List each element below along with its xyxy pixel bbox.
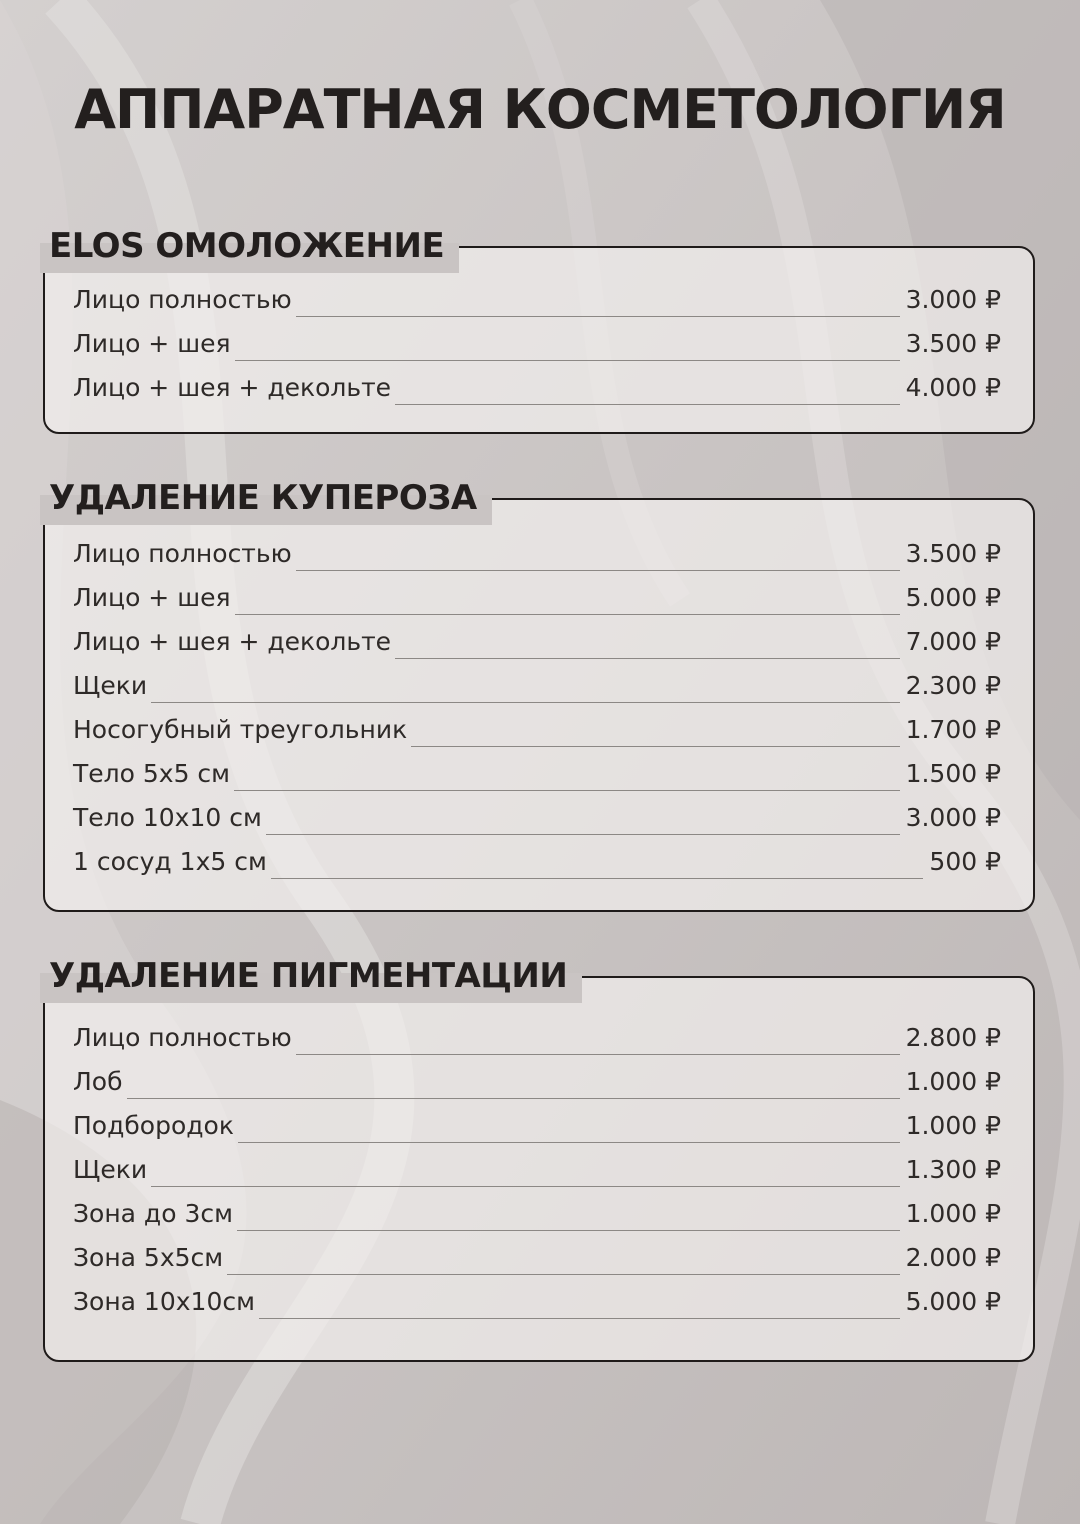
section-elos <box>43 226 1035 434</box>
service-name: Зона 10х10см <box>73 1287 255 1316</box>
service-name: Лицо + шея <box>73 329 231 358</box>
service-price: 2.800 ₽ <box>905 1023 1001 1052</box>
leader-line <box>127 1098 900 1099</box>
leader-line <box>235 360 900 361</box>
leader-line <box>234 790 900 791</box>
leader-line <box>237 1230 900 1231</box>
leader-line <box>151 1186 899 1187</box>
service-name: Зона 5х5см <box>73 1243 224 1272</box>
leader-line <box>238 1142 900 1143</box>
price-row <box>73 1190 1001 1234</box>
service-name: Лицо + шея <box>73 583 231 612</box>
price-row <box>73 750 1001 794</box>
price-row <box>73 276 1001 320</box>
leader-line <box>296 316 900 317</box>
service-name: Зона до 3см <box>73 1199 233 1228</box>
price-row <box>73 320 1001 364</box>
leader-line <box>227 1274 899 1275</box>
leader-line <box>151 702 899 703</box>
service-price: 3.500 ₽ <box>905 539 1001 568</box>
service-name: Лоб <box>73 1067 123 1096</box>
leader-line <box>411 746 899 747</box>
service-name: Лицо полностью <box>73 285 292 314</box>
service-name: Тело 10х10 см <box>73 803 262 832</box>
price-row <box>73 574 1001 618</box>
price-row <box>73 618 1001 662</box>
service-name: Носогубный треугольник <box>73 715 408 744</box>
leader-line <box>395 658 900 659</box>
page-title: АППАРАТНАЯ КОСМЕТОЛОГИЯ <box>74 78 1006 141</box>
service-name: Подбородок <box>73 1111 234 1140</box>
service-price: 3.000 ₽ <box>905 285 1001 314</box>
service-price: 7.000 ₽ <box>905 627 1001 656</box>
price-row <box>73 1102 1001 1146</box>
section-heading: УДАЛЕНИЕ КУПЕРОЗА <box>49 478 477 518</box>
price-row <box>73 530 1001 574</box>
service-name: Щеки <box>73 1155 148 1184</box>
service-price: 2.000 ₽ <box>905 1243 1001 1272</box>
price-row <box>73 706 1001 750</box>
leader-line <box>296 1054 900 1055</box>
price-row <box>73 838 1001 882</box>
service-price: 1.500 ₽ <box>905 759 1001 788</box>
service-price: 1.000 ₽ <box>905 1067 1001 1096</box>
service-name: Лицо + шея + декольте <box>73 373 392 402</box>
service-name: Лицо + шея + декольте <box>73 627 392 656</box>
leader-line <box>259 1318 900 1319</box>
service-price: 5.000 ₽ <box>905 583 1001 612</box>
service-price: 2.300 ₽ <box>905 671 1001 700</box>
service-price: 5.000 ₽ <box>905 1287 1001 1316</box>
service-name: Лицо полностью <box>73 539 292 568</box>
leader-line <box>395 404 900 405</box>
price-row <box>73 1058 1001 1102</box>
service-price: 3.500 ₽ <box>905 329 1001 358</box>
service-name: Лицо полностью <box>73 1023 292 1052</box>
price-row <box>73 662 1001 706</box>
service-price: 1.300 ₽ <box>905 1155 1001 1184</box>
section-couperose <box>43 478 1035 912</box>
leader-line <box>235 614 900 615</box>
price-row <box>73 1278 1001 1322</box>
price-row <box>73 794 1001 838</box>
service-name: Щеки <box>73 671 148 700</box>
service-price: 4.000 ₽ <box>905 373 1001 402</box>
service-name: 1 сосуд 1х5 см <box>73 847 267 876</box>
service-name: Тело 5х5 см <box>73 759 231 788</box>
service-price: 3.000 ₽ <box>905 803 1001 832</box>
leader-line <box>296 570 900 571</box>
service-price: 1.700 ₽ <box>905 715 1001 744</box>
price-row <box>73 364 1001 408</box>
section-heading: УДАЛЕНИЕ ПИГМЕНТАЦИИ <box>49 956 568 996</box>
section-pigmentation <box>43 956 1035 1362</box>
price-row <box>73 1146 1001 1190</box>
leader-line <box>271 878 924 879</box>
service-price: 1.000 ₽ <box>905 1199 1001 1228</box>
leader-line <box>266 834 900 835</box>
price-row <box>73 1234 1001 1278</box>
service-price: 1.000 ₽ <box>905 1111 1001 1140</box>
service-price: 500 ₽ <box>929 847 1001 876</box>
price-row <box>73 1014 1001 1058</box>
section-heading: ELOS ОМОЛОЖЕНИЕ <box>49 226 445 266</box>
